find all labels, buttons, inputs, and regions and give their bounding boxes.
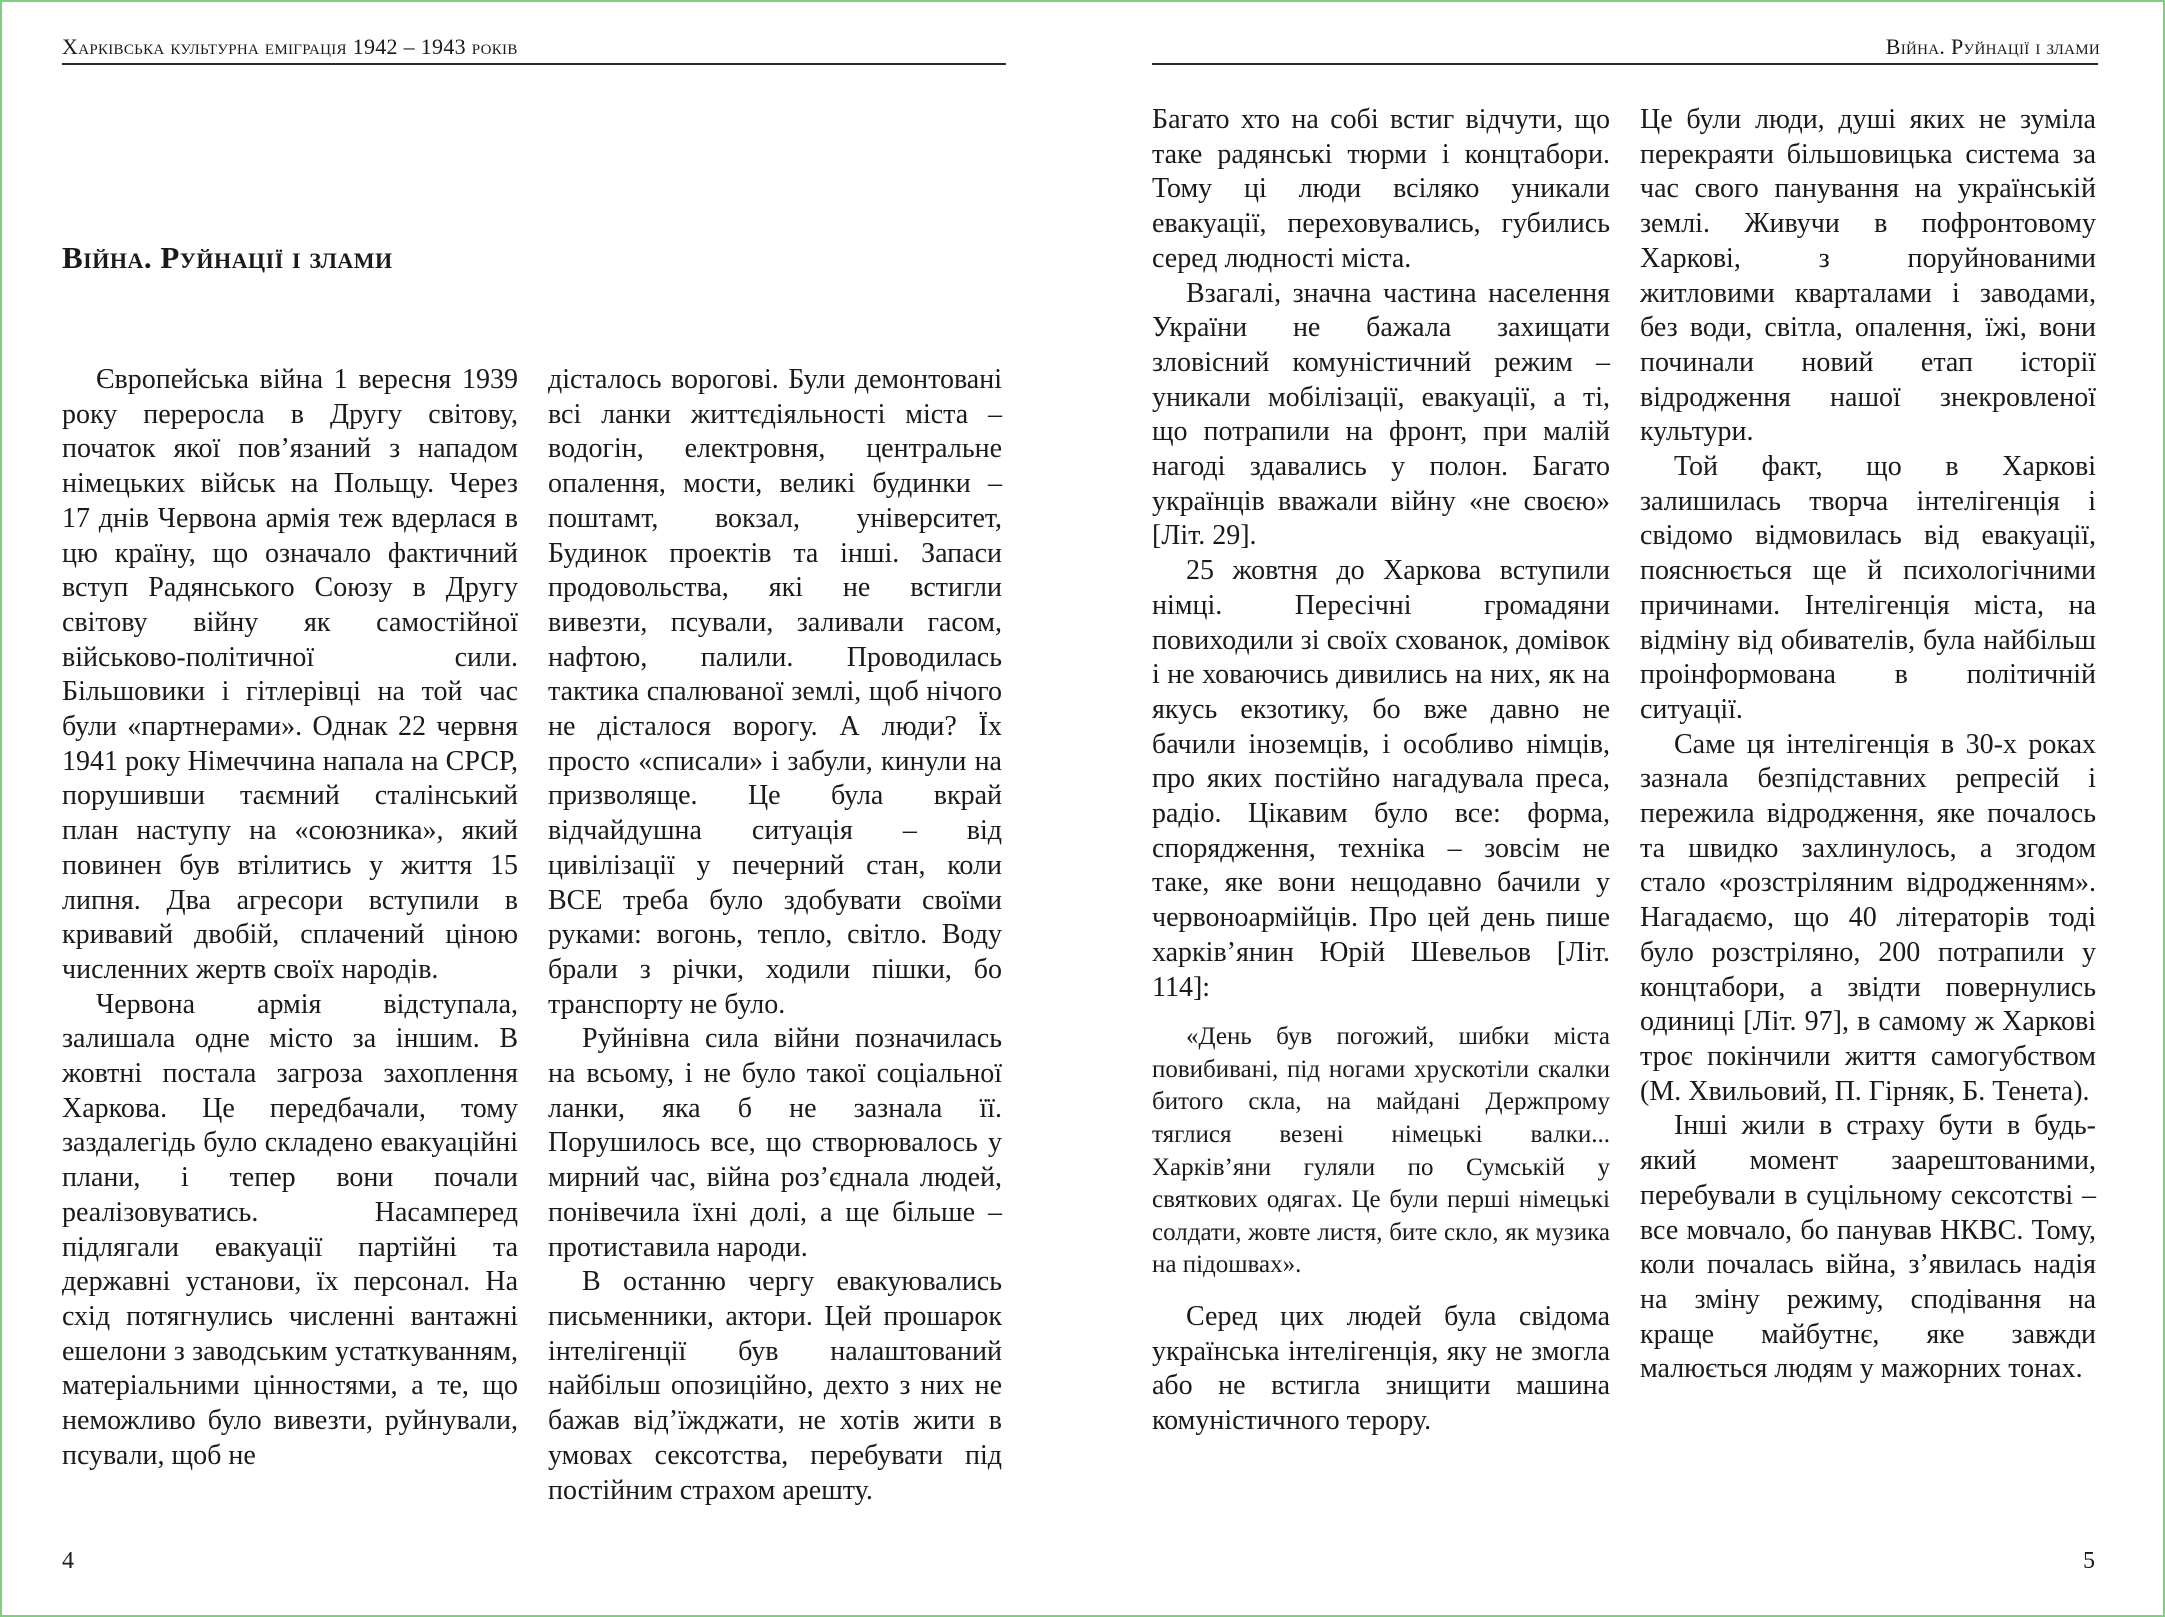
paragraph: Європейська війна 1 вересня 1939 року переросла в Другу світову, початок якої пов’язаний з нападом німецьких військ на Польщу. Через 17 днів Червона армія теж вдерлася в цю країну, що означало фактичний вступ Радянського Союзу в Другу світову війну як самостійної військово-політичної сили. Більшовики і гітлерівці на той час були «партнерами». Однак 22 червня 1941 року Німеччина напала на СРСР, порушивши таємний сталінський план наступу на «союзника», який повинен був втілитись у життя 15 липня. Два агресори вступили в кривавий двобій, сплачений ціною численних жертв своїх народів. xyxy=(62,364,518,985)
running-header-left: Харківська культурна еміграція 1942 – 1943 років xyxy=(62,34,518,59)
paragraph: дісталось ворогові. Були демонтовані всі ланки життєдіяльності міста – водогін, електровня, центральне опалення, мости, великі будинки – поштамт, вокзал, університет, Будинок проектів та інші. Запаси продовольства, які не встигли вивезти, псували, заливали гасом, нафтою, палили. Проводилась тактика спалюваної землі, щоб нічого не дісталося ворогу. А люди? Їх просто «списали» і забули, кинули на призволяще. Це була вкрай відчайдушна ситуація – від цивілізації у печерний стан, коли ВСЕ треба було здобувати своїми руками: вогонь, тепло, світло. Воду брали з річки, ходили пішки, бо транспорту не було. xyxy=(548,364,1002,1020)
running-header-right: Війна. Руйнації і злами xyxy=(1885,34,2100,59)
paragraph: В останню чергу евакуювались письменники, актори. Цей прошарок інтелігенції був налаштований найбільш опозиційно, дехто з них не бажав від’їжджати, не хотів жити в умовах сексотства, перебувати під постійним страхом арешту. xyxy=(548,1266,1002,1506)
page-number-left: 4 xyxy=(62,1548,74,1574)
header-rule-left xyxy=(62,63,1006,65)
block-quote: «День був погожий, шибки міста повибивані, під ногами хрускотіли скалки битого скла, на майдані Держпрому тяглися везені німецькі валки... Харків’яни гуляли по Сумській у святкових одягах. Це були перші німецькі солдати, жовте листя, бите скло, як музика на підошвах». xyxy=(1152,1023,1610,1279)
header-rule-right xyxy=(1152,63,2098,65)
text-column-4 xyxy=(1640,103,2096,1387)
paragraph: Той факт, що в Харкові залишилась творча інтелігенція і свідомо відмовилась від евакуації, пояснюється ще й психологічними причинами. Інтелігенція міста, на відміну від обивателів, була найбільш проінформована в політичній ситуації. xyxy=(1640,451,2096,725)
paragraph: Руйнівна сила війни позначилась на всьому, і не було такої соціальної ланки, яка б не зазнала її. Порушилось все, що створювалось у мирний час, війна роз’єднала людей, понівечила їхні долі, а ще більше – протиставила народи. xyxy=(548,1023,1002,1263)
paragraph: Інші жили в страху бути в будь-який момент заарештованими, перебували в суцільному сексотстві – все мовчало, бо панував НКВС. Тому, коли почалась війна, з’явилась надія на зміну режиму, сподівання на краще майбутнє, яке завжди малюється людям у мажорних тонах. xyxy=(1640,1110,2096,1385)
paragraph: 25 жовтня до Харкова вступили німці. Пересічні громадяни повиходили зі своїх схованок, домівок і не ховаючись дивились на них, як на якусь екзотику, бо вже давно не бачили іноземців, і особливо німців, про яких постійно нагадувала преса, радіо. Цікавим було все: форма, спорядження, техніка – зовсім не таке, яке вони нещодавно бачили у червоноармійців. Про цей день пише харків’янин Юрій Шевельов [Літ. 114]: xyxy=(1152,555,1610,1003)
paragraph: Багато хто на собі встиг відчути, що таке радянські тюрми і концтабори. Тому ці люди всіляко уникали евакуації, переховувались, губились серед людності міста. xyxy=(1152,104,1610,274)
text-column-1 xyxy=(62,363,518,1474)
page-number-right: 5 xyxy=(2083,1548,2095,1574)
chapter-title: Війна. Руйнації і злами xyxy=(62,240,393,275)
paragraph: Саме ця інтелігенція в 30-х роках зазнала безпідставних репресій і пережила відродження, яке почалось та швидко захлинулось, а згодом стало «розстріляним відродженням». Нагадаємо, що 40 літераторів тоді було розстріляно, 200 потрапили у концтабори, а звідти повернулись одиниці [Літ. 97], в самому ж Харкові троє покінчили життя самогубством (М. Хвильовий, П. Гірняк, Б. Тенета). xyxy=(1640,728,2096,1107)
paragraph: Серед цих людей була свідома українська інтелігенція, яку не змогла або не встигла знищити машина комуністичного терору. xyxy=(1152,1301,1610,1437)
paragraph: Червона армія відступала, залишала одне місто за іншим. В жовтні постала загроза захоплення Харкова. Це передбачали, тому заздалегідь було складено евакуаційні плани, і тепер вони почали реалізовуватись. Насамперед підлягали евакуації партійні та державні установи, їх персонал. На схід потягнулись численні вантажні ешелони з заводським устаткуванням, матеріальними цінностями, а те, що неможливо було вивезти, руйнували, псували, щоб не xyxy=(62,988,518,1471)
text-column-2 xyxy=(548,363,1002,1508)
text-column-3 xyxy=(1152,103,1610,1439)
paragraph: Взагалі, значна частина населення України не бажала захищати зловісний комуністичний режим – уникали мобілізації, евакуації, а ті, що потрапили на фронт, при малій нагоді здавались у полон. Багато українців вважали війну «не своєю» [Літ. 29]. xyxy=(1152,277,1610,552)
paragraph: Це були люди, душі яких не зуміла перекраяти більшовицька система за час свого панування на українській землі. Живучи в пофронтовому Харкові, з поруйнованими житловими кварталами і заводами, без води, світла, опалення, їжі, вони починали новий етап історії відродження нашої знекровленої культури. xyxy=(1640,104,2096,448)
